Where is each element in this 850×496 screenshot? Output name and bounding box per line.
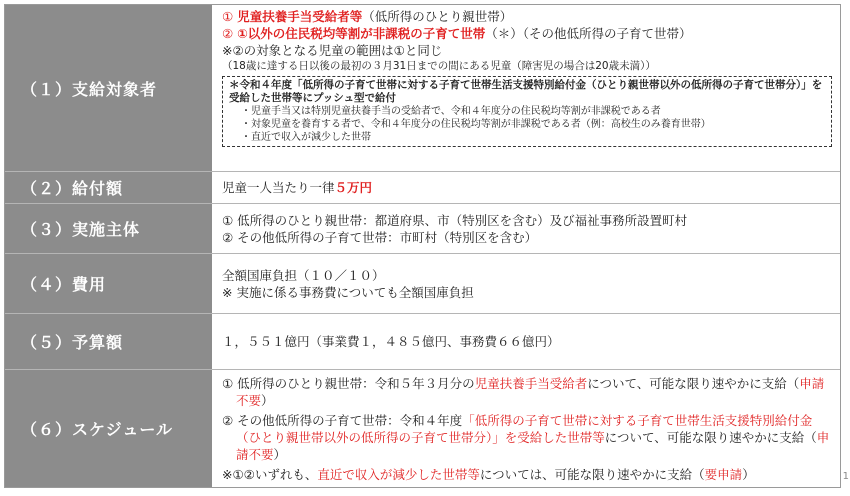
row-label: （６）スケジュール bbox=[5, 370, 213, 487]
row-cost bbox=[5, 253, 840, 313]
row-content bbox=[214, 254, 840, 313]
line-text: ） bbox=[273, 446, 287, 462]
note-box bbox=[222, 76, 832, 147]
note-item: ・対象児童を養育する者で、令和４年度分の住民税均等割が非課税である者（例：高校生のみ養育世帯） bbox=[241, 119, 711, 130]
row-schedule bbox=[5, 369, 840, 487]
highlight-text: 直近で収入が減少した世帯等 bbox=[317, 466, 480, 482]
highlight-text: 児童扶養手当受給者 bbox=[474, 375, 588, 391]
schedule-note bbox=[222, 466, 832, 483]
eligibility-line-2 bbox=[222, 25, 832, 42]
line-text: ① 低所得のひとり親世帯：令和５年３月分の bbox=[222, 375, 475, 391]
line-text: ※①②いずれも、 bbox=[222, 466, 318, 482]
line-text: ② その他低所得の子育て世帯：市町村（特別区を含む） bbox=[222, 229, 538, 245]
row-label: （３）実施主体 bbox=[5, 204, 213, 253]
item-number: ② bbox=[222, 26, 234, 41]
line-text: （＊）（その他低所得の子育て世帯） bbox=[485, 26, 692, 41]
row-label: （４）費用 bbox=[5, 254, 213, 313]
schedule-item-2 bbox=[222, 412, 832, 463]
row-eligible-recipients bbox=[5, 5, 840, 171]
eligibility-line-4: （18歳に達する日以後の最初の３月31日までの間にある児童（障害児の場合は20歳未満）） bbox=[222, 60, 656, 72]
line-text: ） bbox=[742, 466, 755, 482]
line-text: 全額国庫負担（１０／１０） bbox=[222, 267, 385, 283]
schedule-item-1 bbox=[222, 375, 832, 409]
line-text: （低所得のひとり親世帯） bbox=[362, 9, 513, 24]
support-program-table bbox=[4, 4, 841, 488]
line-text: については、可能な限り速やかに支給（ bbox=[479, 466, 705, 482]
line-text: １，５５１億円（事業費１，４８５億円、事務費６６億円） bbox=[222, 334, 560, 349]
highlight-text: ①以外の住民税均等割が非課税の子育て世帯 bbox=[237, 26, 486, 41]
line-text: ② その他低所得の子育て世帯：令和４年度 bbox=[222, 412, 463, 428]
row-content bbox=[214, 204, 840, 253]
note-item: ・直近で収入が減少した世帯 bbox=[241, 132, 371, 143]
row-label: （５）予算額 bbox=[5, 314, 213, 369]
row-content bbox=[214, 370, 840, 487]
application-note: 要申請 bbox=[704, 466, 743, 482]
row-content bbox=[214, 314, 840, 369]
application-note: 申請不要 bbox=[236, 375, 825, 408]
line-text: ） bbox=[261, 392, 274, 408]
line-text: ※ 実施に係る事務費についても全額国庫負担 bbox=[222, 284, 474, 300]
row-content bbox=[214, 172, 840, 203]
row-implementing-body bbox=[5, 203, 840, 253]
line-text: 児童一人当たり一律 bbox=[222, 180, 335, 195]
page-number: 1 bbox=[842, 471, 849, 482]
note-title: ＊令和４年度「低所得の子育て世帯に対する子育て世帯生活支援特別給付金（ひとり親世帯以外の低所得の子育て世帯分）」を受給した世帯等にプッシュ型で給付 bbox=[229, 79, 823, 104]
row-label: （２）給付額 bbox=[5, 172, 213, 203]
row-label: （１）支給対象者 bbox=[5, 5, 213, 171]
eligibility-line-1 bbox=[222, 8, 832, 25]
row-content bbox=[214, 5, 840, 171]
highlight-text: 「低所得の子育て世帯に対する子育て世帯生活支援特別給付金（ひとり親世帯以外の低所得の子育て世帯分）」を受給した世帯等 bbox=[236, 412, 813, 445]
eligibility-line-3: ※②の対象となる児童の範囲は①と同じ bbox=[222, 43, 443, 58]
line-text: ① 低所得のひとり親世帯：都道府県、市（特別区を含む）及び福祉事務所設置町村 bbox=[222, 212, 688, 228]
amount-highlight: ５万円 bbox=[334, 180, 373, 195]
note-item: ・児童手当又は特別児童扶養手当の受給者で、令和４年度分の住民税均等割が非課税である者 bbox=[241, 106, 661, 117]
highlight-text: 児童扶養手当受給者等 bbox=[237, 9, 363, 24]
row-payment-amount bbox=[5, 171, 840, 203]
item-number: ① bbox=[222, 9, 234, 24]
line-text: について、可能な限り速やかに支給（ bbox=[604, 429, 817, 445]
application-note: 申請不要 bbox=[236, 429, 830, 462]
line-text: について、可能な限り速やかに支給（ bbox=[587, 375, 800, 391]
row-budget bbox=[5, 313, 840, 369]
